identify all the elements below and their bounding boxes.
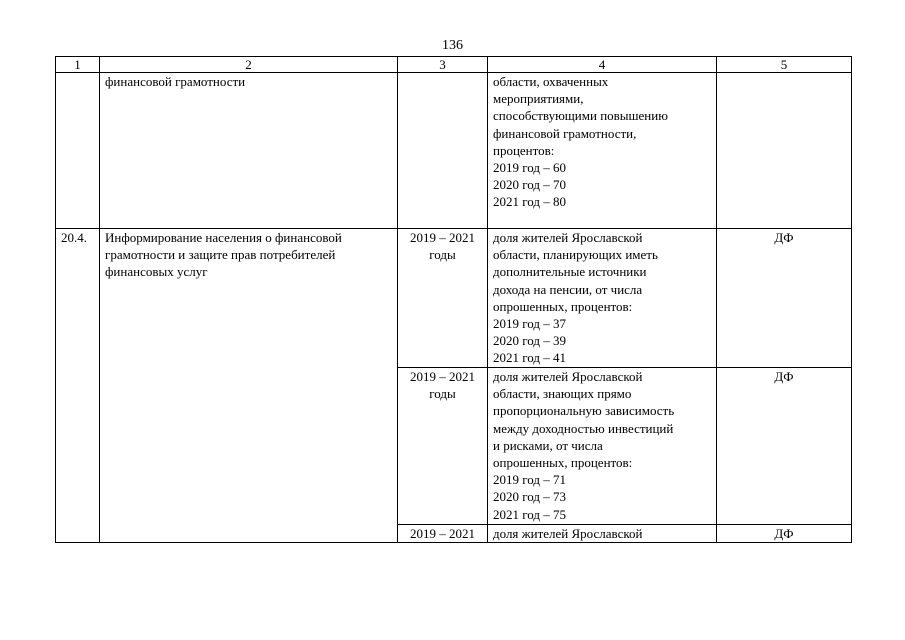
table-row-continued [56, 73, 852, 229]
column-header-1: 1 [56, 57, 100, 73]
indicator-line: 2020 год – 73 [493, 489, 566, 505]
years-cell [398, 525, 488, 543]
indicator-line: способствующими повышению [493, 108, 668, 124]
executor-cell: ДФ [717, 368, 852, 525]
indicator-line: между доходностью инвестиций [493, 420, 674, 436]
indicator-line: 2021 год – 80 [493, 194, 566, 210]
event-line: финансовых услуг [105, 264, 208, 280]
indicator-cell [488, 73, 717, 229]
table-header-row [56, 57, 852, 73]
indicator-line: 2020 год – 70 [493, 177, 566, 193]
years-line: 2019 – 2021 [410, 369, 475, 384]
indicator-line: доля жителей Ярославской [493, 369, 643, 384]
executor-cell: ДФ [717, 525, 852, 543]
indicator-line: и рисками, от числа [493, 437, 603, 453]
indicator-line: 2021 год – 41 [493, 350, 566, 366]
row-number-cell [56, 73, 100, 229]
indicator-line: пропорциональную зависимость [493, 403, 675, 419]
indicator-line: доля жителей Ярославской [493, 230, 643, 245]
event-line: финансовой грамотности [105, 74, 246, 89]
years-cell [398, 368, 488, 525]
page-number: 136 [442, 38, 463, 53]
program-table [55, 56, 852, 543]
years-line: 2019 – 2021 [410, 230, 475, 245]
indicator-line: области, знающих прямо [493, 386, 632, 402]
years-cell [398, 229, 488, 368]
column-header-3: 3 [398, 57, 488, 73]
years-line: годы [429, 386, 456, 402]
indicator-line: процентов: [493, 142, 555, 158]
years-line: 2019 – 2021 [410, 526, 475, 541]
executor-cell: ДФ [717, 229, 852, 368]
executor-cell [717, 73, 852, 229]
indicator-line: области, охваченных [493, 74, 609, 89]
indicator-line: 2021 год – 75 [493, 506, 566, 522]
row-number-cell: 20.4. [56, 229, 100, 543]
event-line: грамотности и защите прав потребителей [105, 247, 336, 263]
indicator-line: финансовой грамотности, [493, 125, 637, 141]
indicator-line: опрошенных, процентов: [493, 455, 633, 471]
indicator-cell [488, 368, 717, 525]
indicator-line: 2020 год – 39 [493, 333, 566, 349]
indicator-line: 2019 год – 60 [493, 160, 566, 176]
indicator-line: области, планирующих иметь [493, 247, 658, 263]
indicator-cell [488, 229, 717, 368]
indicator-line: 2019 год – 71 [493, 472, 566, 488]
indicator-line: 2019 год – 37 [493, 316, 566, 332]
indicator-line: дополнительные источники [493, 264, 647, 280]
event-line: Информирование населения о финансовой [105, 230, 342, 245]
indicator-line: мероприятиями, [493, 91, 584, 107]
indicator-cell [488, 525, 717, 543]
table-row-20-4 [56, 229, 852, 368]
column-header-4: 4 [488, 57, 717, 73]
event-cell [100, 229, 398, 543]
indicator-line: дохода на пенсии, от числа [493, 281, 643, 297]
column-header-5: 5 [717, 57, 852, 73]
column-header-2: 2 [100, 57, 398, 73]
event-cell [100, 73, 398, 229]
years-cell [398, 73, 488, 229]
indicator-line: доля жителей Ярославской [493, 526, 643, 541]
indicator-line: опрошенных, процентов: [493, 298, 633, 314]
years-line: годы [429, 247, 456, 263]
